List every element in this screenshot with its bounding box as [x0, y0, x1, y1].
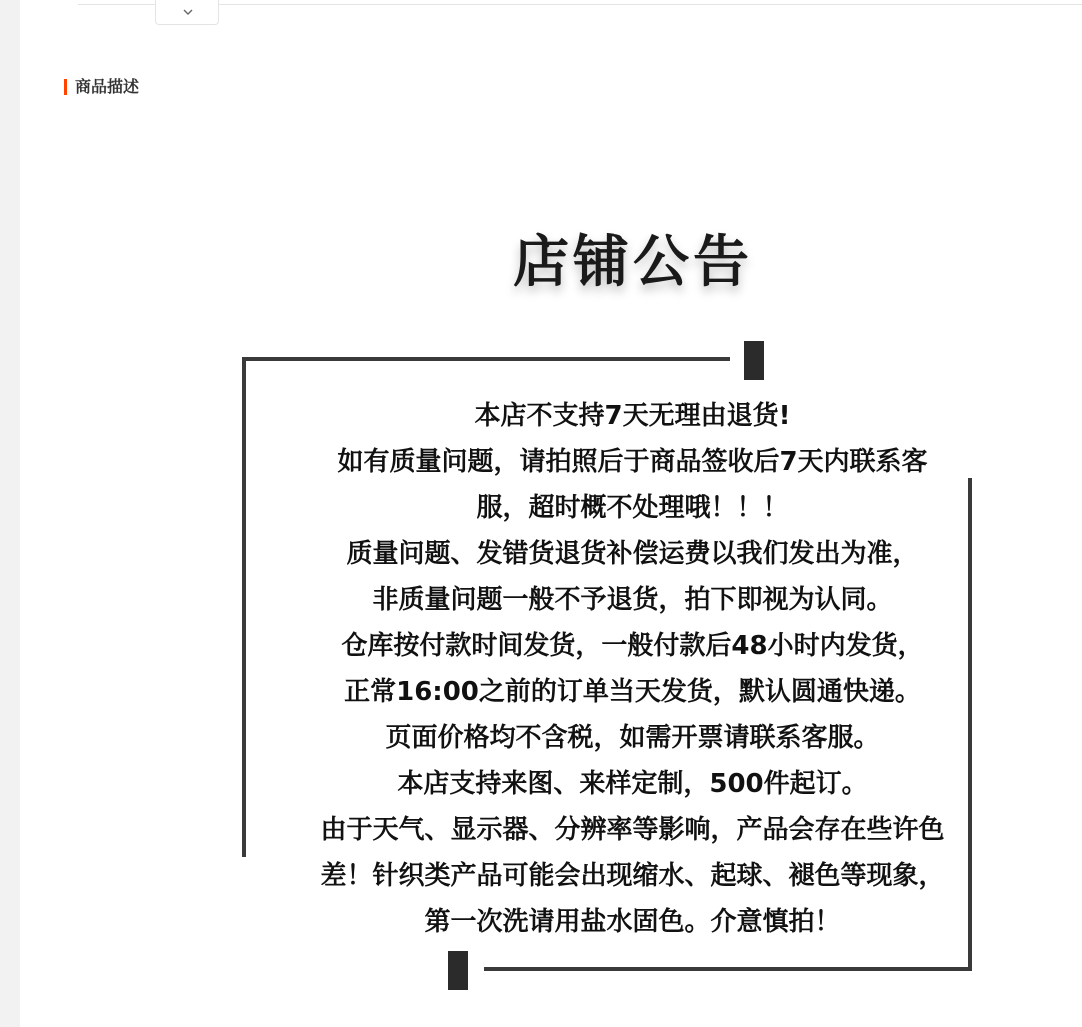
notice-line: 服，超时概不处理哦！！！ — [476, 493, 789, 523]
section-accent-bar — [64, 79, 67, 95]
notice-line: 非质量问题一般不予退货，拍下即视为认同。 — [372, 585, 893, 615]
notice-line: 页面价格均不含税，如需开票请联系客服。 — [385, 723, 880, 753]
frame-left-line — [242, 357, 246, 857]
frame-top-line — [244, 357, 730, 361]
notice-line: 由于天气、显示器、分辨率等影响，产品会存在些许色 — [320, 815, 945, 845]
frame-bottom-block — [448, 951, 468, 990]
notice-title: 店铺公告 — [513, 230, 753, 295]
notice-line: 本店支持来图、来样定制，500件起订。 — [397, 769, 868, 799]
content-panel — [20, 0, 1082, 1027]
notice-line: 本店不支持7天无理由退货! — [474, 401, 791, 431]
store-notice-image — [220, 210, 1000, 1010]
notice-line: 仓库按付款时间发货，一般付款后48小时内发货， — [341, 631, 924, 661]
notice-line: 正常16:00之前的订单当天发货，默认圆通快递。 — [344, 677, 921, 707]
section-title: 商品描述 — [75, 77, 140, 96]
expand-toggle-button[interactable] — [155, 0, 219, 25]
notice-line: 第一次洗请用盐水固色。介意慎拍！ — [424, 907, 841, 937]
chevron-down-icon — [182, 7, 194, 17]
notice-text — [260, 393, 1005, 945]
notice-line: 差！针织类产品可能会出现缩水、起球、褪色等现象， — [320, 861, 945, 891]
notice-line: 质量问题、发错货退货补偿运费以我们发出为准， — [346, 539, 919, 569]
frame-bottom-line — [484, 967, 972, 971]
section-header — [64, 77, 139, 97]
frame-top-block — [744, 341, 764, 380]
top-divider — [78, 4, 1082, 5]
notice-line: 如有质量问题，请拍照后于商品签收后7天内联系客 — [337, 447, 928, 477]
